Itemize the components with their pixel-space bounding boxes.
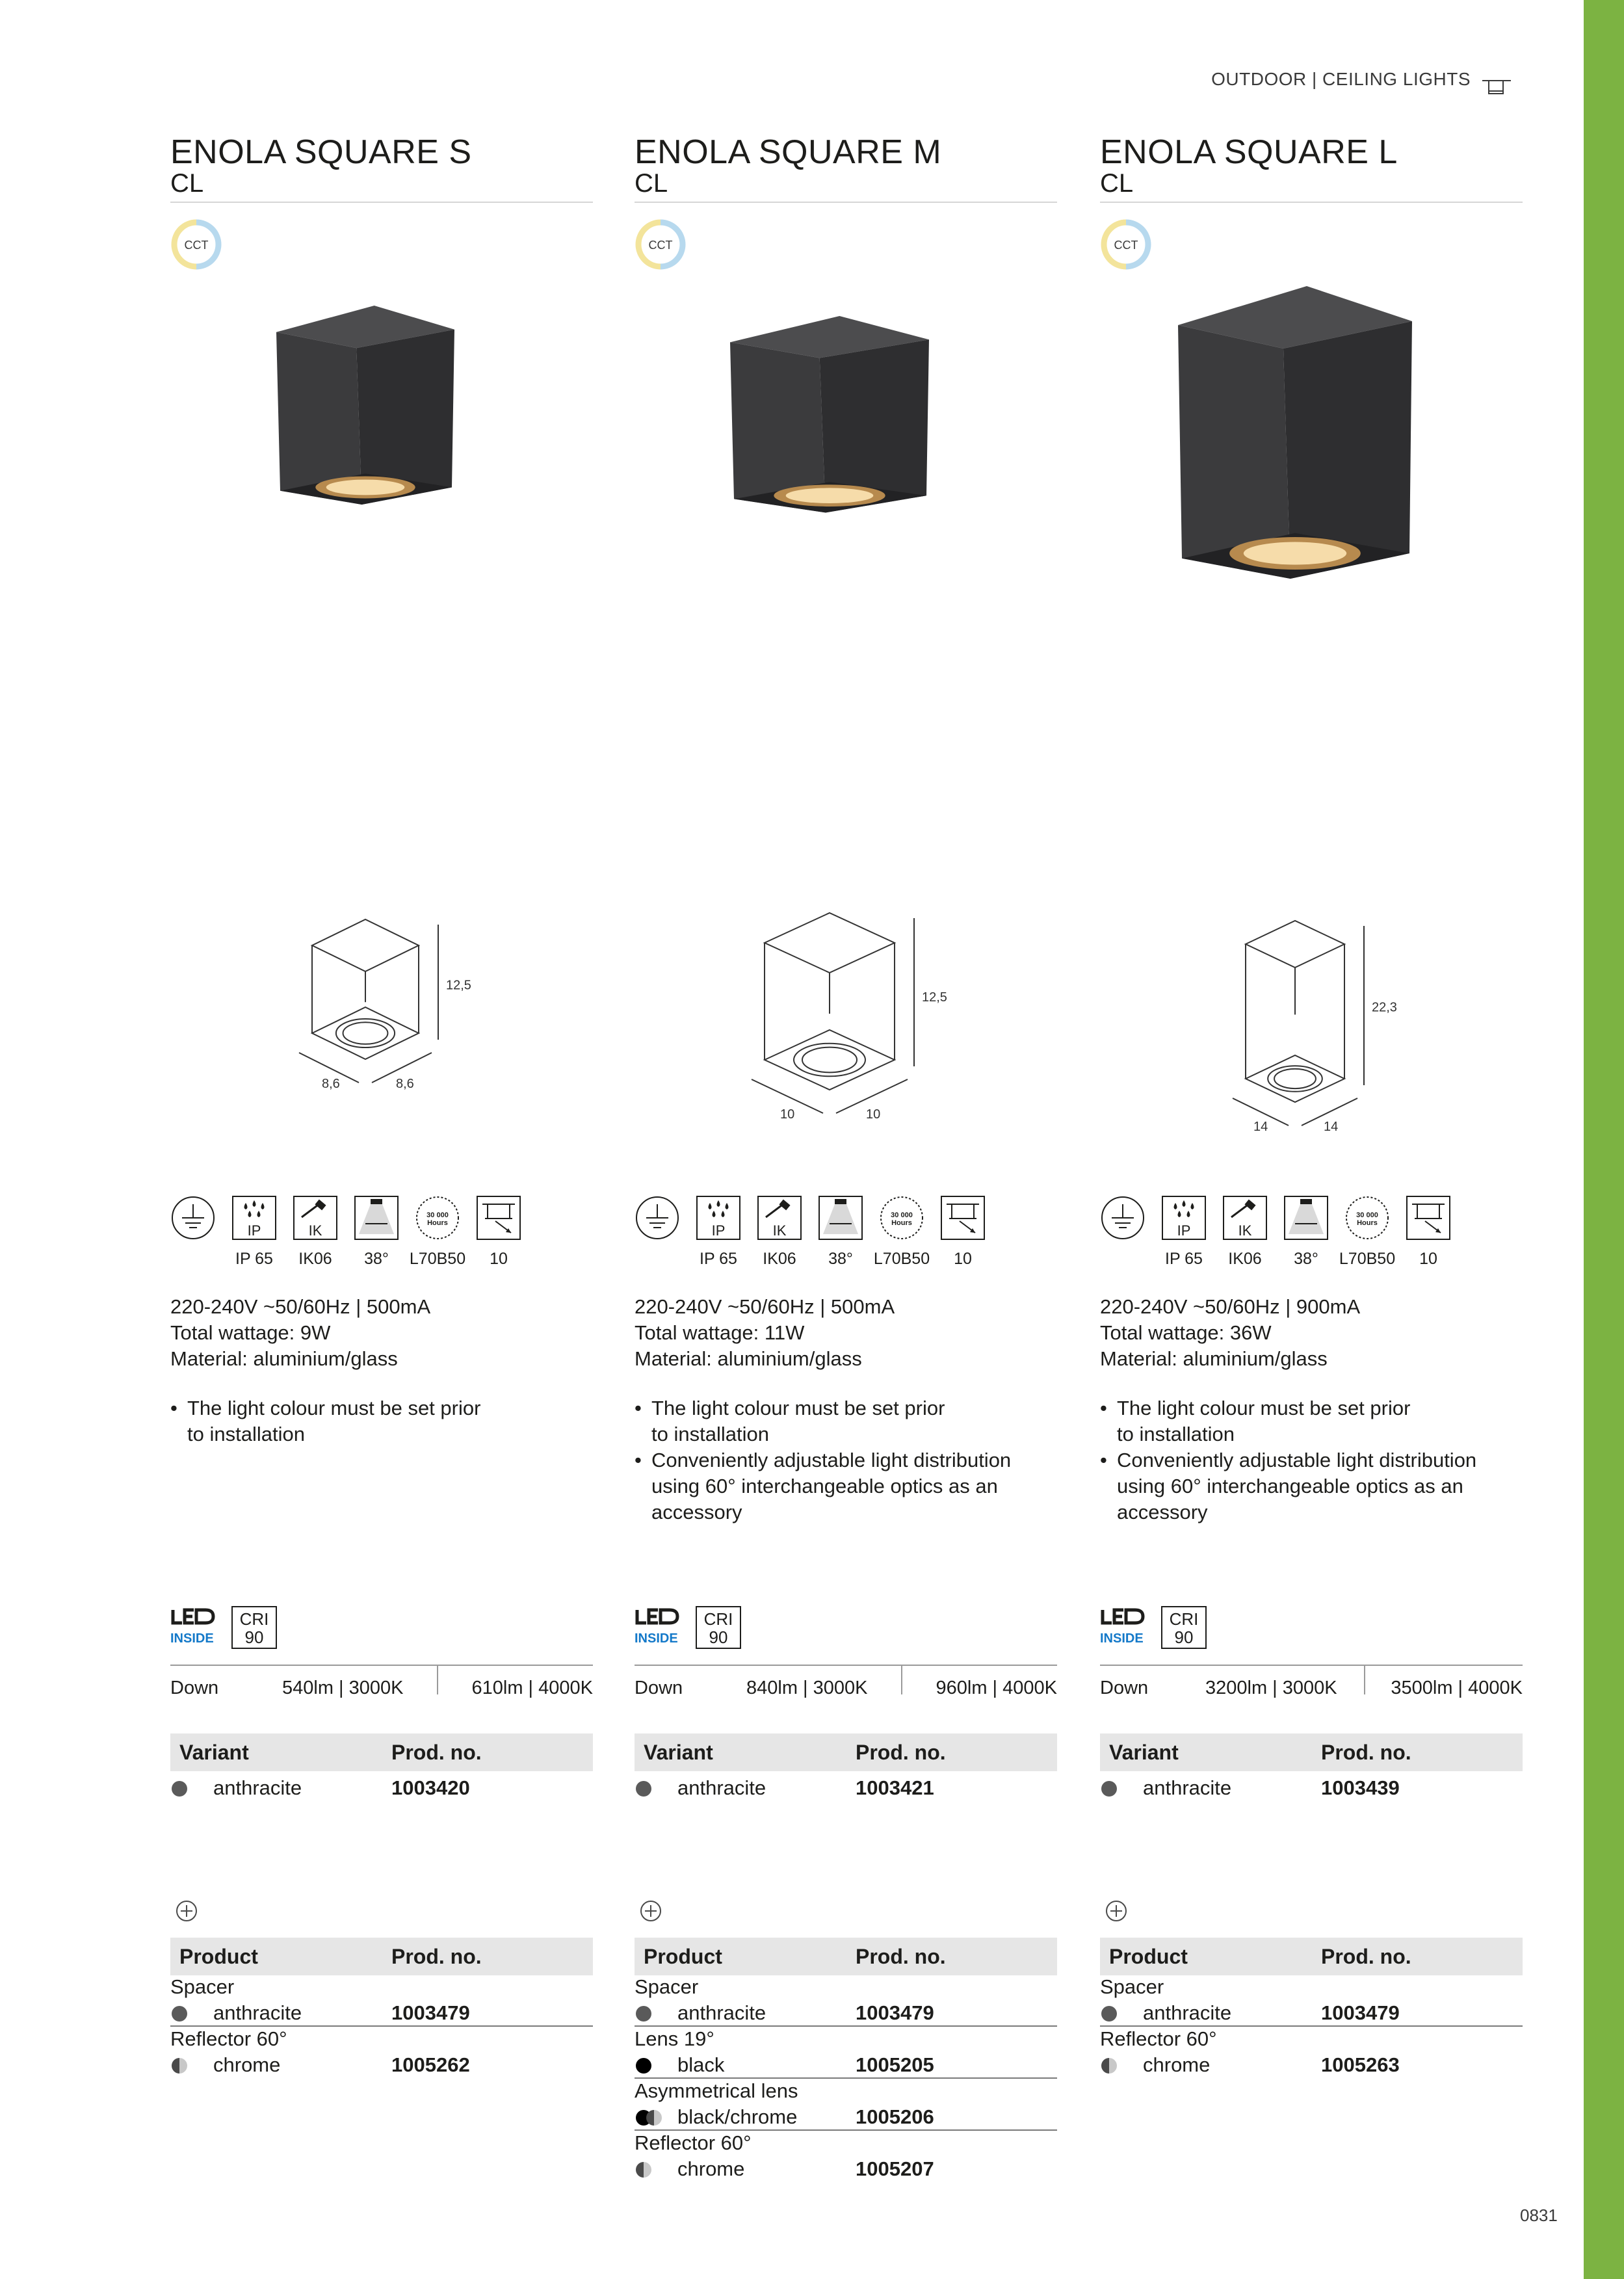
protection-class-icon [635,1195,680,1241]
accessory-list [1100,1974,1523,2078]
spec-line: Total wattage: 11W [635,1321,805,1344]
accessory-item[interactable] [635,1974,1057,2026]
accessory-prod-no: 1003479 [1321,2001,1400,2024]
svg-text:Hours: Hours [427,1219,448,1227]
variant-row[interactable] [170,1775,593,1801]
feature-bullet-line: accessory [1117,1501,1208,1523]
luminous-flux-row [170,1675,593,1701]
ik-impact-icon [1222,1195,1268,1241]
dimension-drawing [1100,910,1523,1134]
beam-angle-icon [354,1195,399,1241]
anthracite-swatch [636,1781,651,1797]
accessory-list [170,1974,593,2078]
svg-text:CCT: CCT [648,239,673,252]
spec-line: 220-240V ~50/60Hz | 900mA [1100,1295,1361,1318]
feature-bullet [1100,1447,1520,1525]
variant-color: anthracite [1143,1776,1232,1799]
chrome-swatch [172,2058,187,2074]
variant-row[interactable] [1100,1775,1523,1801]
page-number: 0831 [1520,2206,1558,2225]
electrical-specs [1100,1294,1360,1372]
accessory-finish: anthracite [1143,2001,1232,2024]
accessory-name: Asymmetrical lens [635,2079,798,2102]
product-column-m [635,0,1057,2279]
dimension-width: 10 [780,1107,795,1122]
beam-angle-icon [818,1195,863,1241]
accessories-plus-icon [1105,1900,1127,1922]
feature-bullet-line: accessory [651,1501,742,1523]
feature-bullets [635,1395,1054,1525]
ip-rating-label: IP 65 [235,1250,273,1268]
flux-separator [437,1666,438,1694]
flux-separator [1364,1666,1365,1694]
accessory-name: Reflector 60° [635,2131,752,2154]
feature-bullet-line: • The light colour must be set prior [651,1397,945,1419]
accessory-finish: black [677,2053,725,2076]
section-color-bar [1584,0,1624,2279]
feature-icons [170,1195,593,1267]
spec-line: 220-240V ~50/60Hz | 500mA [635,1295,895,1318]
cri-badge: CRI 90 [231,1606,277,1649]
accessory-item[interactable] [170,2026,593,2078]
accessory-item[interactable] [635,2026,1057,2078]
dimension-height: 12,5 [922,990,947,1005]
feature-bullet-line: • The light colour must be set prior [187,1397,481,1419]
accessory-row [635,2156,1057,2182]
lifetime-label: L70B50 [409,1250,466,1268]
ip-rating-label: IP 65 [700,1250,737,1268]
accessory-row [170,2000,593,2026]
luminous-flux-row [1100,1675,1523,1701]
feature-bullet [635,1447,1054,1525]
flux-3000k: 540lm | 3000K [282,1678,404,1698]
spec-line: Material: aluminium/glass [1100,1347,1328,1370]
dimension-depth: 14 [1324,1120,1339,1134]
accessory-name: Reflector 60° [1100,2027,1217,2050]
feature-bullet [635,1395,1054,1447]
anthracite-swatch [636,2006,651,2022]
accessory-prod-no: 1003479 [391,2001,470,2024]
ik-impact-icon [293,1195,338,1241]
accessory-item[interactable] [635,2130,1057,2182]
svg-text:IK: IK [772,1222,787,1239]
svg-text:Hours: Hours [891,1219,912,1227]
dimension-height: 22,3 [1372,1000,1397,1015]
product-column-l [1100,0,1523,2279]
flux-3000k: 840lm | 3000K [746,1678,868,1698]
accessory-finish: chrome [1143,2053,1211,2076]
lifetime-hours-icon [879,1195,924,1241]
accessory-prod-no: 1005263 [1321,2053,1400,2076]
ip-rating-icon [231,1195,277,1241]
feature-bullet-line: to installation [651,1423,769,1445]
accessory-name: Spacer [635,1975,699,1998]
variant-row[interactable] [635,1775,1057,1801]
light-direction: Down [170,1678,219,1698]
accessory-name: Spacer [1100,1975,1164,1998]
lifetime-hours-icon [415,1195,460,1241]
svg-text:INSIDE: INSIDE [170,1631,214,1646]
anthracite-swatch [172,2006,187,2022]
accessory-prod-no: 1005262 [391,2053,470,2076]
ip-rating-icon [1161,1195,1207,1241]
lifetime-label: L70B50 [873,1250,930,1268]
ik-impact-icon [757,1195,802,1241]
flux-3000k: 3200lm | 3000K [1205,1678,1337,1698]
flux-divider [1100,1665,1523,1666]
protection-class-icon [1100,1195,1146,1241]
feature-bullet-line: using 60° interchangeable optics as an [651,1475,998,1497]
ip-rating-icon [696,1195,741,1241]
feature-icons [635,1195,1057,1267]
tilt-adjust-icon [476,1195,521,1241]
flux-4000k: 610lm | 4000K [471,1678,593,1698]
dimension-drawing [170,910,593,1118]
spec-line: Material: aluminium/glass [635,1347,862,1370]
accessory-finish: chrome [677,2157,745,2180]
dimension-width: 8,6 [322,1077,340,1091]
protection-class-icon [170,1195,216,1241]
flux-divider [170,1665,593,1666]
accessory-row [1100,2052,1523,2078]
variant-color: anthracite [213,1776,302,1799]
feature-bullet [1100,1395,1520,1447]
product-title: ENOLA SQUARE S [170,133,472,171]
variant-color: anthracite [677,1776,766,1799]
variant-prod-no: 1003421 [856,1776,934,1799]
title-divider [635,202,1057,203]
lifetime-label: L70B50 [1339,1250,1396,1268]
product-subtitle: CL [1100,169,1134,198]
feature-bullet-line: • The light colour must be set prior [1117,1397,1411,1419]
flux-4000k: 960lm | 4000K [936,1678,1057,1698]
feature-bullet-line: to installation [1117,1423,1235,1445]
anthracite-swatch [1101,1781,1117,1797]
feature-bullet-line: using 60° interchangeable optics as an [1117,1475,1463,1497]
accessory-item[interactable] [1100,2026,1523,2078]
tilt-label: 10 [1419,1250,1437,1268]
dimension-drawing [635,910,1057,1122]
spec-line: Total wattage: 9W [170,1321,331,1344]
luminous-flux-row [635,1675,1057,1701]
accessory-finish: anthracite [213,2001,302,2024]
variant-table-header: Variant Prod. no. [170,1733,593,1771]
accessory-row [635,2052,1057,2078]
feature-icons [1100,1195,1523,1267]
svg-text:INSIDE: INSIDE [635,1631,678,1646]
svg-text:CCT: CCT [1114,239,1138,252]
accessory-finish: anthracite [677,2001,766,2024]
feature-bullet-line: • Conveniently adjustable light distribution [1117,1449,1477,1471]
flux-separator [901,1666,902,1694]
spec-line: 220-240V ~50/60Hz | 500mA [170,1295,431,1318]
ik-rating-label: IK06 [298,1250,332,1268]
cct-icon [170,218,222,270]
accessory-name: Lens 19° [635,2027,714,2050]
accessory-table-header: Product Prod. no. [635,1938,1057,1975]
product-photo [635,316,1057,654]
accessory-list [635,1974,1057,2182]
tilt-label: 10 [954,1250,972,1268]
variant-table-header: Variant Prod. no. [1100,1733,1523,1771]
category-header: OUTDOOR | CEILING LIGHTS [1211,69,1471,89]
svg-text:IP: IP [711,1222,726,1239]
accessory-row [1100,2000,1523,2026]
svg-text:IK: IK [308,1222,322,1239]
accessory-item[interactable] [170,1974,593,2026]
variant-table-header: Variant Prod. no. [635,1733,1057,1771]
tilt-adjust-icon [1406,1195,1451,1241]
feature-bullet-line: • Conveniently adjustable light distribution [651,1449,1012,1471]
product-subtitle: CL [170,169,204,198]
accessory-row [635,2000,1057,2026]
accessory-name: Reflector 60° [170,2027,287,2050]
variant-prod-no: 1003420 [391,1776,470,1799]
accessories-plus-icon [640,1900,662,1922]
svg-text:Hours: Hours [1357,1219,1378,1227]
accessories-plus-icon [176,1900,198,1922]
accessory-row [170,2052,593,2078]
title-divider [1100,202,1523,203]
svg-text:INSIDE: INSIDE [1100,1631,1144,1646]
svg-text:30 000: 30 000 [891,1211,913,1219]
chrome-swatch [636,2162,651,2178]
beam-angle-icon [1283,1195,1329,1241]
accessory-prod-no: 1003479 [856,2001,934,2024]
ik-rating-label: IK06 [763,1250,796,1268]
accessory-prod-no: 1005206 [856,2105,934,2128]
cct-icon [635,218,687,270]
anthracite-swatch [172,1781,187,1797]
anthracite-swatch [1101,2006,1117,2022]
flux-divider [635,1665,1057,1666]
accessory-finish: chrome [213,2053,281,2076]
accessory-table-header: Product Prod. no. [1100,1938,1523,1975]
beam-angle-label: 38° [1294,1250,1318,1268]
spec-line: Total wattage: 36W [1100,1321,1272,1344]
svg-text:IP: IP [1177,1222,1191,1239]
electrical-specs [635,1294,895,1372]
accessory-prod-no: 1005207 [856,2157,934,2180]
svg-text:30 000: 30 000 [426,1211,449,1219]
cri-badge: CRI 90 [696,1606,741,1649]
svg-text:30 000: 30 000 [1356,1211,1378,1219]
product-photo [170,306,593,644]
electrical-specs [170,1294,430,1372]
dimension-depth: 8,6 [396,1077,414,1091]
chrome-swatch [1101,2058,1117,2074]
lifetime-hours-icon [1344,1195,1390,1241]
ip-rating-label: IP 65 [1165,1250,1203,1268]
chrome-swatch [646,2110,662,2126]
feature-bullet [170,1395,590,1447]
feature-bullet-line: to installation [187,1423,305,1445]
led-inside-logo [170,1609,217,1648]
svg-text:IP: IP [247,1222,261,1239]
accessory-item[interactable] [635,2078,1057,2130]
title-divider [170,202,593,203]
accessory-item[interactable] [1100,1974,1523,2026]
accessory-finish: black/chrome [677,2105,798,2128]
ik-rating-label: IK06 [1228,1250,1262,1268]
cct-icon [1100,218,1152,270]
tilt-adjust-icon [940,1195,986,1241]
led-inside-logo [1100,1609,1147,1648]
accessory-table-header: Product Prod. no. [170,1938,593,1975]
svg-text:IK: IK [1238,1222,1252,1239]
product-title: ENOLA SQUARE L [1100,133,1398,171]
accessory-prod-no: 1005205 [856,2053,934,2076]
beam-angle-label: 38° [364,1250,389,1268]
product-subtitle: CL [635,169,668,198]
cri-badge: CRI 90 [1161,1606,1207,1649]
black-swatch [636,2058,651,2074]
dimension-height: 12,5 [446,978,471,993]
product-photo [1100,286,1523,624]
variant-prod-no: 1003439 [1321,1776,1400,1799]
dimension-width: 14 [1253,1120,1268,1134]
light-direction: Down [635,1678,683,1698]
beam-angle-label: 38° [828,1250,853,1268]
tilt-label: 10 [490,1250,508,1268]
feature-bullets [1100,1395,1520,1525]
product-title: ENOLA SQUARE M [635,133,942,171]
product-column-s [170,0,593,2279]
led-inside-logo [635,1609,681,1648]
spec-line: Material: aluminium/glass [170,1347,398,1370]
dimension-depth: 10 [866,1107,881,1122]
accessory-row [635,2104,1057,2130]
light-direction: Down [1100,1678,1149,1698]
accessory-name: Spacer [170,1975,235,1998]
svg-text:CCT: CCT [184,239,209,252]
flux-4000k: 3500lm | 4000K [1391,1678,1523,1698]
feature-bullets [170,1395,590,1447]
